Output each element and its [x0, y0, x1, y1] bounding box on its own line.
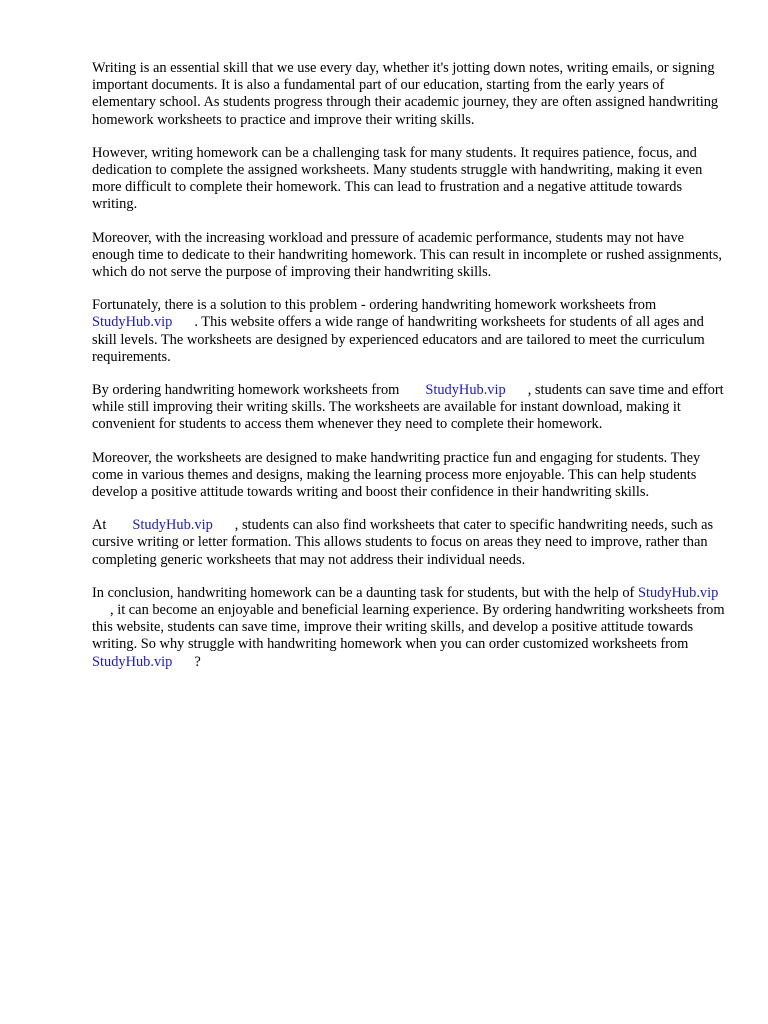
studyhub-link[interactable]: StudyHub.vip — [132, 517, 213, 534]
paragraph-specific-needs-text-after: , students can also find worksheets that cater to specific handwriting needs, such as cursive writing or letter formation. This allows students to focus on areas they need to improve, rather than completing generic worksheets that may not address their individual needs. — [92, 517, 714, 568]
paragraph-intro: Writing is an essential skill that we use every day, whether it's jotting down notes, writing emails, or signing important documents. It is also a fundamental part of our education, starting from the early years of elementary school. As students progress through their academic journey, they are often assigned handwriting homework worksheets to practice and improve their writing skills. — [92, 60, 719, 128]
studyhub-link[interactable]: StudyHub.vip — [92, 314, 173, 331]
paragraph-conclusion-text-after: ? — [194, 653, 201, 670]
document-page — [92, 60, 728, 687]
paragraph-engagement: Moreover, the worksheets are designed to make handwriting practice fun and engaging for students. They come in various themes and designs, making the learning process more enjoyable. This can help students develop a positive attitude towards writing and boost their confidence in their handwriting skills. — [92, 449, 701, 501]
paragraph-solution-text-after: . This website offers a wide range of handwriting worksheets for students of all ages and skill levels. The worksheets are designed by experienced educators and are tailored to meet the curriculum requirements. — [92, 314, 705, 365]
paragraph-solution-text-before: Fortunately, there is a solution to this problem - ordering handwriting homework worksheets from — [92, 297, 657, 314]
paragraph-ordering-text-before: By ordering handwriting homework worksheets from — [92, 382, 400, 399]
paragraph-conclusion — [92, 585, 728, 671]
paragraph-specific-needs-text-before: At — [92, 517, 107, 534]
studyhub-link[interactable]: StudyHub.vip — [637, 584, 719, 601]
paragraph-challenge: However, writing homework can be a challenging task for many students. It requires patience, focus, and dedication to complete the assigned worksheets. Many students struggle with handwriting, making it even more difficult to complete their homework. This can lead to frustration and a negative attitude towards writing. — [92, 144, 703, 213]
paragraph-specific-needs — [92, 517, 728, 569]
paragraph-ordering-text-after: , students can save time and effort while still improving their writing skills. The worksheets are available for instant download, making it convenient for students to access them whenever they need to complete their homework. — [92, 382, 724, 433]
paragraph-ordering — [92, 382, 728, 434]
paragraph-solution — [92, 297, 728, 366]
paragraph-conclusion-text-middle: , it can become an enjoyable and beneficial learning experience. By ordering handwriting worksheets from this website, students can save time, improve their writing skills, and develop a positive attitude towards writing. So why struggle with handwriting homework when you can order customized worksheets from — [92, 602, 725, 653]
studyhub-link[interactable]: StudyHub.vip — [425, 382, 506, 399]
paragraph-workload: Moreover, with the increasing workload and pressure of academic performance, students may not have enough time to dedicate to their handwriting homework. This can result in incomplete or rushed assignments, which do not serve the purpose of improving their handwriting skills. — [92, 229, 722, 281]
studyhub-link[interactable]: StudyHub.vip — [92, 653, 173, 670]
paragraph-conclusion-text-before: In conclusion, handwriting homework can be a daunting task for students, but with the help of — [92, 584, 635, 601]
